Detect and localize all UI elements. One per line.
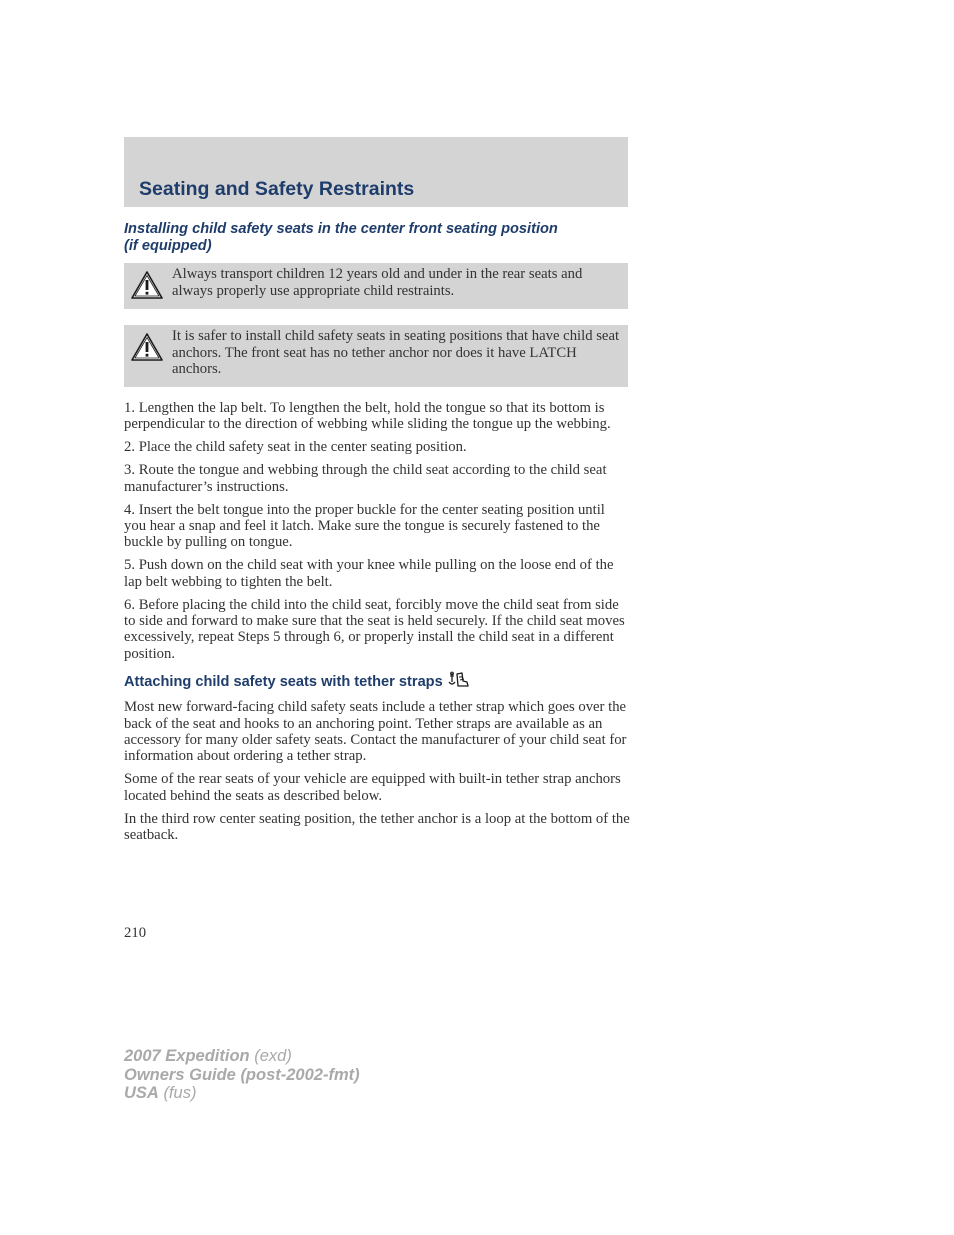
- tether-paragraph-3: In the third row center seating position, the tether anchor is a loop at the bottom of the seatback.: [124, 810, 630, 844]
- center-seat-subheading: [124, 221, 624, 254]
- warning-text-anchors: It is safer to install child safety seats in seating positions that have child seat anchors. The front seat has no tether anchor nor does it have LATCH anchors.: [172, 328, 620, 377]
- step-5: 5. Push down on the child seat with your knee while pulling on the loose end of the lap belt webbing to tighten the belt.: [124, 557, 614, 590]
- page-number: 210: [124, 925, 147, 941]
- step-3: 3. Route the tongue and webbing through the child seat according to the child seat manufacturer’s instructions.: [124, 462, 607, 495]
- main-content: [124, 400, 630, 850]
- step-2: 2. Place the child safety seat in the center seating position.: [124, 439, 467, 456]
- warning-triangle-icon: [130, 332, 164, 362]
- tether-paragraph-1: Most new forward-facing child safety seats include a tether strap which goes over the back of the seat and hooks to an anchoring point. Tether straps are available as an accessory for many older safety seats. Contact the manufacturer of your child seat for information about ordering a tether strap.: [124, 699, 627, 765]
- warning-box-anchors: [124, 325, 628, 387]
- section-title: Seating and Safety Restraints: [139, 178, 415, 200]
- step-1: 1. Lengthen the lap belt. To lengthen the belt, hold the tongue so that its bottom is perpendicular to the direction of webbing while sliding the tongue up the webbing.: [124, 400, 611, 433]
- warning-triangle-icon: [130, 270, 164, 300]
- center-seat-subheading-line1: Installing child safety seats in the center front seating position: [124, 221, 558, 237]
- footer-line-2: [124, 1066, 360, 1085]
- footer-line-1: [124, 1047, 360, 1066]
- tether-paragraph-2: Some of the rear seats of your vehicle are equipped with built-in tether strap anchors located behind the seats as described below.: [124, 771, 621, 804]
- step-4: 4. Insert the belt tongue into the proper buckle for the center seating position until you hear a snap and feel it latch. Make sure the tongue is securely fastened to the buckle by pulling on tongue.: [124, 501, 605, 551]
- footer-market-code: (fus): [163, 1084, 197, 1102]
- footer-line-3: [124, 1084, 360, 1103]
- center-seat-subheading-line2: (if equipped): [124, 237, 212, 254]
- warning-text-children: Always transport children 12 years old and under in the rear seats and always properly use appropriate child restraints.: [172, 266, 583, 299]
- warning-box-children: [124, 263, 628, 309]
- tether-anchor-icon: [448, 671, 470, 693]
- footer-guide: Owners Guide (post-2002-fmt): [124, 1065, 360, 1084]
- tether-heading-text: Attaching child safety seats with tether straps: [124, 674, 443, 691]
- tether-section-heading: [124, 671, 630, 693]
- document-footer: [124, 1047, 360, 1103]
- footer-model-code: (exd): [254, 1047, 292, 1065]
- footer-model: 2007 Expedition: [124, 1047, 250, 1065]
- step-6: 6. Before placing the child into the child seat, forcibly move the child seat from side to side and forward to make sure that the seat is held securely. If the child seat moves excessively, repeat Steps 5 through 6, or properly install the child seat in a different position.: [124, 596, 625, 662]
- section-header-band: [124, 137, 628, 207]
- footer-market: USA: [124, 1084, 159, 1102]
